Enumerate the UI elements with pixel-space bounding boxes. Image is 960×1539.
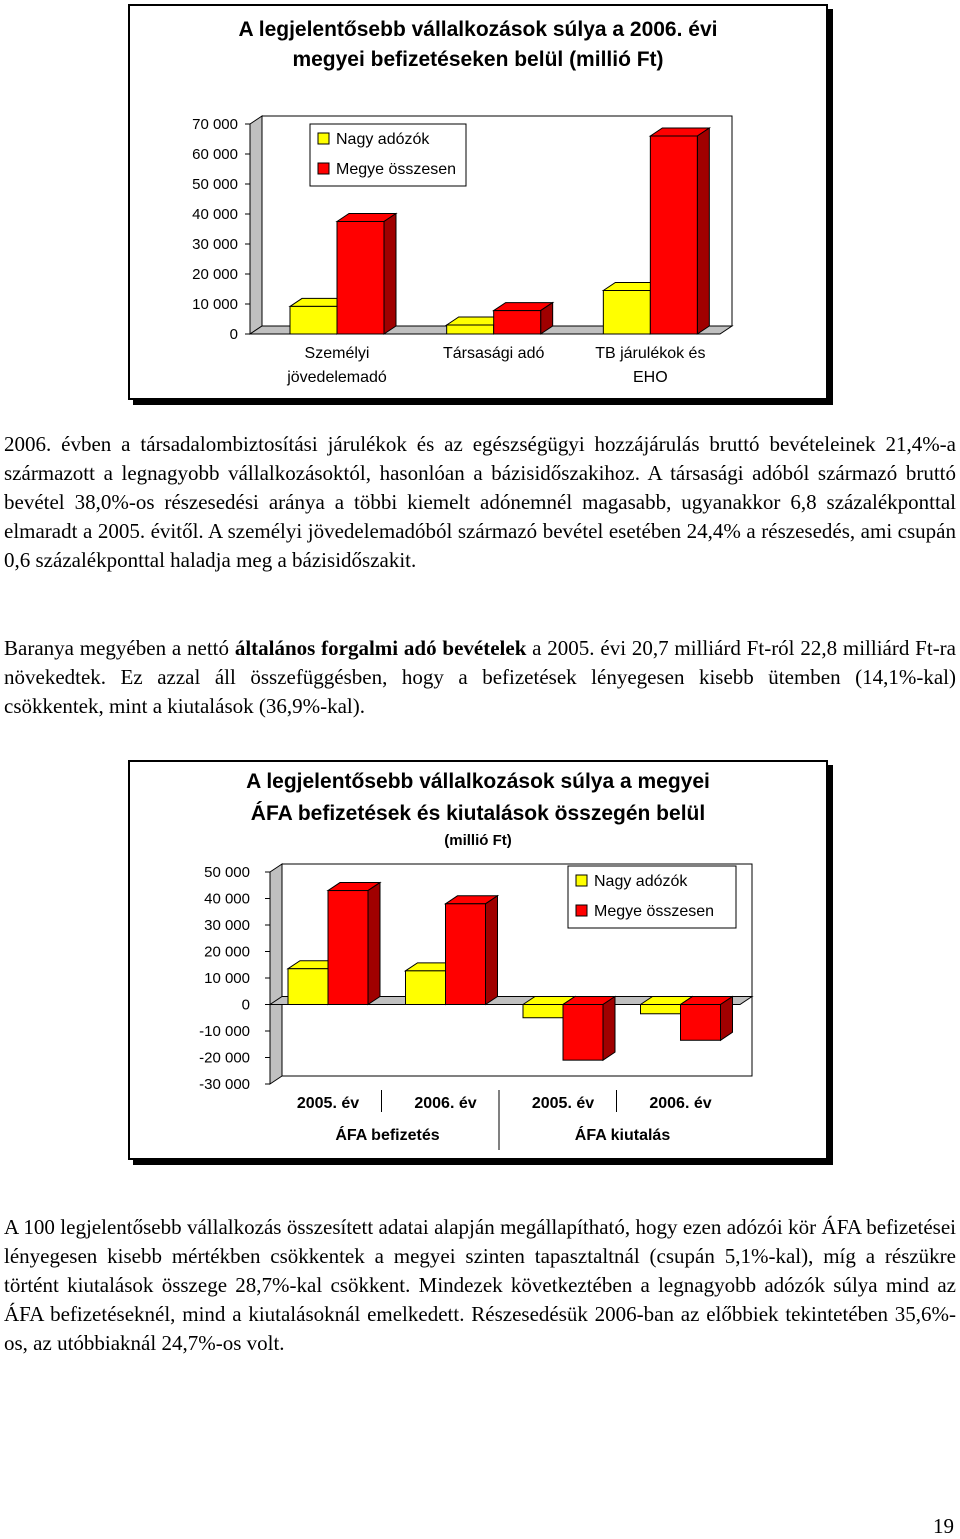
legend-swatch	[318, 163, 329, 174]
bar-megye-osszesen-side	[697, 128, 709, 334]
y-tick-label: 40 000	[192, 206, 238, 223]
text-segment: a 2005. évi 20,7 milliárd Ft-ról 22,8 milliárd Ft-ra növekedtek. Ez azzal áll összefüggésben, hogy a befizetések lényegesen kisebb ütemben (14,1%-kal) csökkentek, mint a kiutalások (36,9%-kal).	[4, 636, 956, 718]
paragraph-1	[4, 430, 956, 575]
text-segment: 2006. évben a társadalombiztosítási járulékok és az egészségügyi hozzájárulás bruttó bevételeinek 21,4%-a származott a legnagyobb vállalkozásoktól, hasonlóan a bázisidőszakihoz. A társasági adóból származó bruttó bevétel 38,0%-os részesedési aránya a többi kiemelt adónemnél magasabb, ugyanakkor 6,8 százalékponttal elmaradt a 2005. évitől. A személyi jövedelemadóból származó bevétel esetében 24,4% a részesedés, ami csupán 0,6 százalékponttal haladja meg a bázisidőszakit.	[4, 432, 956, 572]
bar-nagy-adozok	[290, 306, 337, 334]
legend-label: Nagy adózók	[336, 131, 430, 148]
x-category-label: 2006. év	[414, 1095, 477, 1112]
y-tick-label: 50 000	[204, 864, 250, 881]
bar-megye-osszesen-side	[368, 883, 380, 1005]
paragraph-3	[4, 1213, 956, 1358]
bar-megye-osszesen	[446, 904, 486, 1005]
chart-title: ÁFA befizetések és kiutalások összegén belül	[250, 802, 706, 825]
x-category-label: 2006. év	[649, 1095, 712, 1112]
y-tick-label: 20 000	[204, 943, 250, 961]
bold-text: általános forgalmi adó bevételek	[234, 636, 527, 660]
legend-label: Megye összesen	[336, 161, 457, 178]
y-tick-label: 10 000	[192, 296, 238, 313]
y-tick-label: 70 000	[192, 116, 238, 133]
legend-label: Nagy adózók	[594, 873, 688, 890]
y-tick-label: -20 000	[199, 1049, 250, 1067]
plot-side-wall	[250, 116, 262, 334]
y-tick-label: 20 000	[192, 266, 238, 283]
bar-megye-osszesen	[563, 1005, 603, 1061]
bar-nagy-adozok	[288, 969, 328, 1005]
bar-megye-osszesen-side	[384, 214, 396, 335]
bar-megye-osszesen-side	[721, 997, 733, 1041]
bar-megye-osszesen	[328, 891, 368, 1005]
bar-nagy-adozok	[447, 325, 494, 334]
plot-side-wall	[270, 864, 282, 1084]
text-segment: Baranya megyében a nettó	[4, 636, 235, 660]
legend-swatch	[318, 133, 329, 144]
x-group-label: ÁFA befizetés	[335, 1127, 440, 1144]
bar-megye-osszesen-side	[486, 896, 498, 1005]
text-segment: A 100 legjelentősebb vállalkozás összesített adatai alapján megállapítható, hogy ezen adózói kör ÁFA befizetései lényegesen kisebb mértékben csökkentek a megyei szinten tapasztaltnál (csupán 5,1%-kal), míg a részükre történt kiutalások összege 28,7%-kal csökkent. Mindezek következtében a legnagyobb adózók súlya mind az ÁFA befizetéseknél, mind a kiutalásoknál emelkedett. Részesedésük 2006-ban az előbbiek tekintetében 35,6%-os, az utóbbiaknál 24,7%-os volt.	[4, 1215, 956, 1355]
legend-swatch	[576, 875, 587, 886]
y-tick-label: 30 000	[204, 917, 250, 934]
x-category-label: TB járulékok és	[595, 345, 706, 362]
chart-2-frame	[128, 760, 828, 1160]
bar-megye-osszesen	[494, 311, 541, 334]
y-tick-label: 50 000	[192, 176, 238, 193]
y-tick-label: -10 000	[199, 1023, 250, 1040]
chart-title: A legjelentősebb vállalkozások súlya a megyei	[246, 770, 710, 793]
paragraph-2	[4, 634, 956, 721]
bar-megye-osszesen	[650, 136, 697, 334]
bar-nagy-adozok	[641, 1005, 681, 1014]
chart-1	[130, 6, 826, 398]
y-tick-label: -30 000	[199, 1076, 250, 1093]
chart-1-frame	[128, 4, 828, 400]
y-tick-label: 0	[229, 326, 238, 343]
x-category-label: Személyi	[304, 345, 370, 362]
x-category-label: 2005. év	[296, 1095, 360, 1112]
y-tick-label: 60 000	[192, 146, 238, 163]
y-tick-label: 10 000	[204, 970, 250, 987]
y-tick-label: 40 000	[204, 890, 250, 908]
chart-title: A legjelentősebb vállalkozások súlya a 2006. évi	[238, 18, 718, 41]
chart-subtitle: (millió Ft)	[444, 832, 512, 849]
x-category-label: Társasági adó	[442, 345, 545, 362]
y-tick-label: 0	[241, 996, 250, 1014]
x-category-label: EHO	[632, 369, 668, 386]
x-category-label: 2005. év	[531, 1095, 595, 1112]
chart-title: megyei befizetéseken belül (millió Ft)	[292, 48, 664, 71]
page-number: 19	[933, 1514, 954, 1538]
bar-nagy-adozok	[603, 291, 650, 335]
bar-megye-osszesen	[681, 1005, 721, 1041]
legend-swatch	[576, 905, 587, 916]
bar-nagy-adozok	[406, 971, 446, 1005]
y-tick-label: 30 000	[192, 236, 238, 253]
bar-megye-osszesen-side	[603, 997, 615, 1061]
bar-nagy-adozok	[523, 1005, 563, 1018]
chart-2	[130, 762, 826, 1158]
x-category-label: jövedelemadó	[287, 369, 387, 386]
x-group-label: ÁFA kiutalás	[574, 1127, 671, 1144]
legend-label: Megye összesen	[594, 903, 715, 920]
bar-megye-osszesen	[337, 222, 384, 335]
